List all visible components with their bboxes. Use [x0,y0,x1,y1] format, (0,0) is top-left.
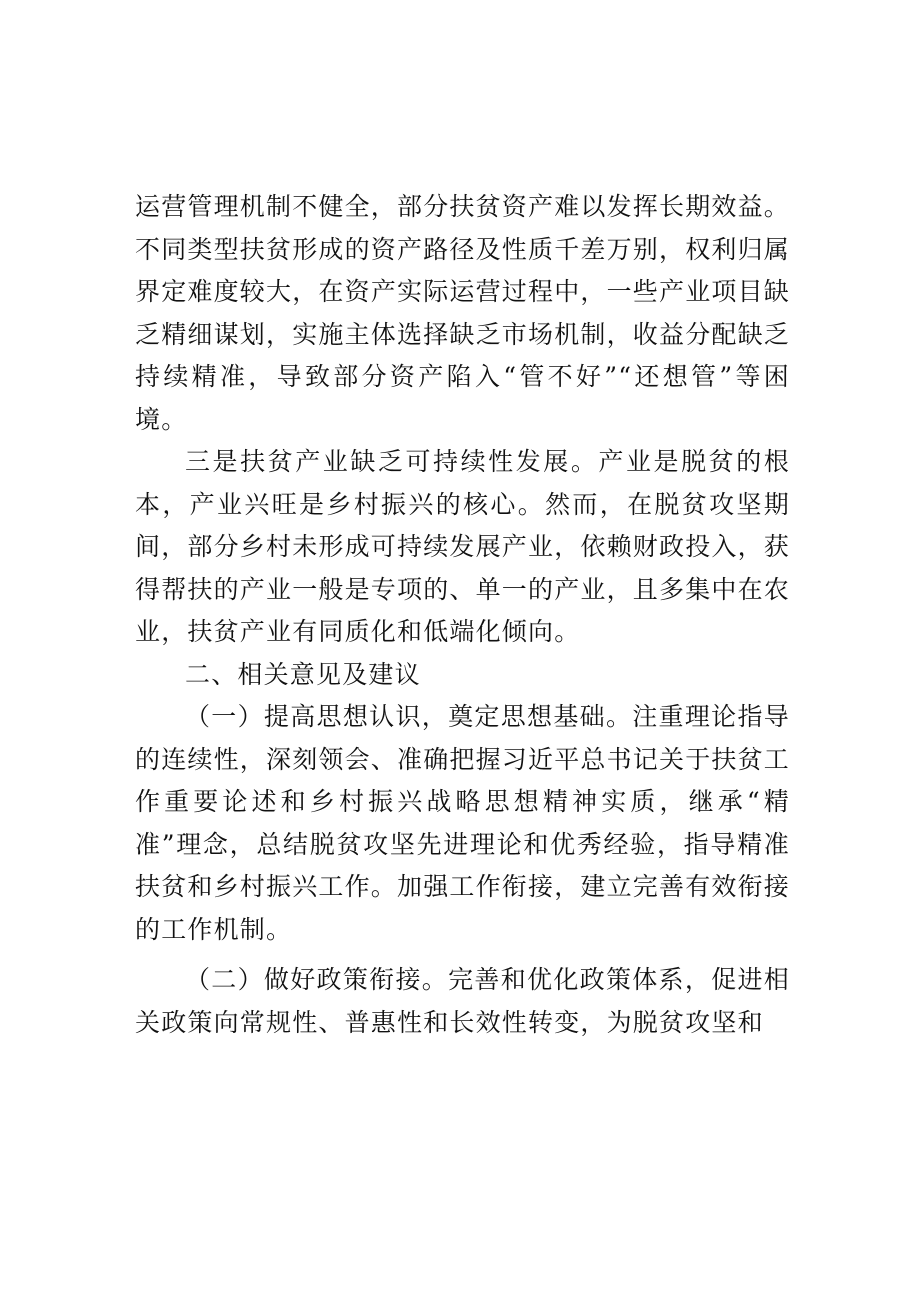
paragraph-industry-sustainability: 三是扶贫产业缺乏可持续性发展。产业是脱贫的根本，产业兴旺是乡村振兴的核心。然而，在脱贫攻坚期间，部分乡村未形成可持续发展产业，依赖财政投入，获得帮扶的产业一般是专项的、单一的产业，且多集中在农业，扶贫产业有同质化和低端化倾向。 [135,447,791,646]
paragraph-policy-connection: （二）做好政策衔接。完善和优化政策体系，促进相关政策向常规性、普惠性和长效性转变，为脱贫攻坚和 [135,965,790,1037]
paragraph-asset-management: 运营管理机制不健全，部分扶贫资产难以发挥长期效益。不同类型扶贫形成的资产路径及性质千差万别，权利归属界定难度较大，在资产实际运营过程中，一些产业项目缺乏精细谋划，实施主体选择缺乏市场机制，收益分配缺乏持续精准，导致部分资产陷入“管不好”“还想管”等困境。 [135,192,791,434]
document-page [135,186,790,1044]
section-heading: 二、相关意见及建议 [185,659,421,689]
paragraph-gap [135,951,790,959]
paragraph-thought-awareness: （一）提高思想认识，奠定思想基础。注重理论指导的连续性，深刻领会、准确把握习近平总书记关于扶贫工作重要论述和乡村振兴战略思想精神实质，继承“精准”理念，总结脱贫攻坚先进理论和优秀经验，指导精准扶贫和乡村振兴工作。加强工作衔接，建立完善有效衔接的工作机制。 [135,702,791,944]
